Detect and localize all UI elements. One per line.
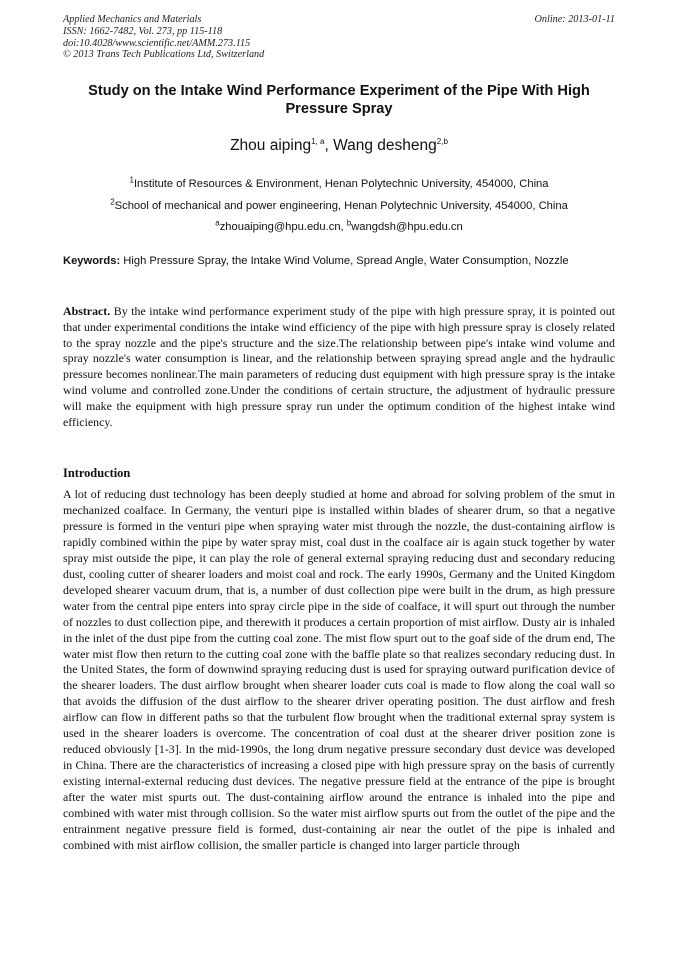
author-line (0, 137, 678, 155)
journal-header (63, 14, 615, 61)
author-2: Wang desheng (333, 137, 437, 154)
affiliation-1 (0, 175, 678, 190)
copyright-line: © 2013 Trans Tech Publications Ltd, Switzerland (63, 49, 265, 61)
abstract-text: By the intake wind performance experiment study of the pipe with high pressure spray, it is pointed out that under experimental conditions the intake wind efficiency of the pipe with high pressure spray is closely related to the spray nozzle and the pipe's structure and the size.The relationship between pipe's intake wind volume and spray nozzle's water consumption is linear, and the relationship between spraying spread angle and the hydraulic pressure becomes nonlinear.The main parameters of reducing dust equipment with high pressure spray is the intake wind volume and controlled zone.Under the conditions of certain structure, the adjustment of hydraulic pressure will make the equipment with high pressure spray run under the optimum condition of the highest intake wind efficiency. (63, 304, 615, 429)
introduction-heading: Introduction (63, 466, 131, 480)
online-date: Online: 2013-01-11 (534, 14, 615, 25)
email-b-superscript: b (346, 218, 352, 228)
issn-line: ISSN: 1662-7482, Vol. 273, pp 115-118 (63, 25, 223, 37)
author-1-superscript: 1, a (311, 136, 325, 146)
paper-title: Study on the Intake Wind Performance Experiment of the Pipe With High Pressure Spray (88, 83, 590, 117)
affiliation-1-text: Institute of Resources & Environment, Henan Polytechnic University, 454000, China (133, 178, 549, 190)
abstract-label: Abstract. (63, 304, 111, 318)
email-line (0, 218, 678, 233)
abstract-block (63, 304, 615, 430)
journal-name: Applied Mechanics and Materials (63, 14, 202, 25)
affiliation-2 (0, 197, 678, 212)
journal-info (63, 14, 615, 61)
author-1: Zhou aiping (230, 137, 312, 154)
keywords-block (63, 254, 615, 268)
introduction-text: A lot of reducing dust technology has been deeply studied at home and abroad for solving problem of the smut in mechanized coalface. In Germany, the venturi pipe is installed within blades of shearer drum, so that a negative pressure is formed in the venturi pipe when spraying water mist through the nozzle, the dust-containing airflow is rapidly combined within the pipe by water spray mist, coal dust in the coalface air is again stuck together by water spray mist outside the pipe, it can play the role of general external spraying reducing dust and secondary reducing dust, cooling cutter of shearer loaders and moist coal and rock. The early 1990s, Germany and the United Kingdom developed shearer vacuum drum, that is, a number of dust collection pipe were built in the drum, as high pressure water from the central pipe enters into spray circle pipe in the side of coalface, it will spurt out through the number of nozzles to dust collection pipe, and therewith it produces a certain proportion of mist airflow. Dusty air is inhaled in the inlet of the dust pipe from the cutting coal zone. The mist flow spurt out to the goaf side of the drum end, The water mist flow then return to the cutting coal zone with the baffle plate so that realizes secondary reducing dust. In the United States, the form of downwind spraying reducing dust is used for spraying outward purification device of the shearer loaders. The dust airflow brought when shearer loader cuts coal is made to flow along the coal wall so that avoids the diffusion of the dust airflow to the shearer driver operating position. The dust airflow and fresh airflow can flow in different paths so that the turbulent flow brought when the traditional external spray system is used in the shearer loaders is overcome. The concentration of coal dust at the shearer driver position zone is reduced obviously [1-3]. In the mid-1990s, the long drum negative pressure secondary dust device was developed in China. There are the characteristics of increasing a closed pipe with high pressure spray on the basis of currently existing internal-external reducing dust devices. The negative pressure field at the entrance of the pipe is brought after the water mist spurts out. The dust-containing airflow around the entrance is inhaled into the pipe and combined with water mist through collision. So the water mist airflow spurts out from the outlet of the pipe and the entrainment negative pressure field is formed, dust-containing air near the outlet of the pipe is inhaled and combined with mist airflow collision, the smaller particle is changed into larger particle through (63, 487, 615, 852)
email-b-link[interactable]: wangdsh@hpu.edu.cn (351, 221, 463, 233)
keywords-label: Keywords: (63, 255, 121, 267)
affiliation-2-text: School of mechanical and power engineering, Henan Polytechnic University, 454000, China (114, 200, 568, 212)
affiliation-2-superscript: 2 (110, 197, 115, 207)
email-separator: , (340, 221, 347, 233)
email-a-superscript: a (215, 218, 220, 228)
doi-line: doi:10.4028/www.scientific.net/AMM.273.115 (63, 37, 251, 49)
affiliation-1-superscript: 1 (129, 175, 134, 185)
author-separator: , (324, 137, 334, 154)
keywords-text: High Pressure Spray, the Intake Wind Volume, Spread Angle, Water Consumption, Nozzle (120, 255, 569, 267)
author-2-superscript: 2,b (436, 136, 448, 146)
email-a-link[interactable]: zhouaiping@hpu.edu.cn (219, 221, 341, 233)
